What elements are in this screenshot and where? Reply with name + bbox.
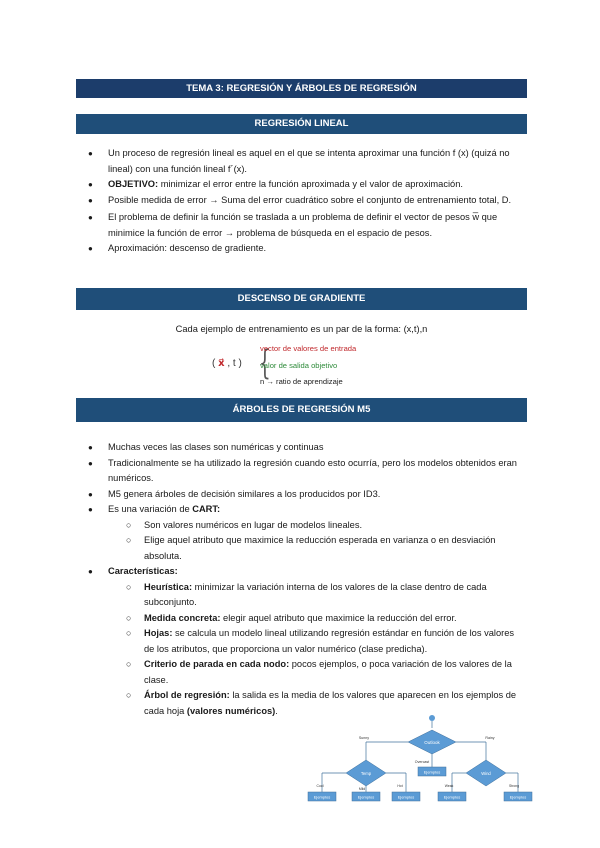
sub-list-item <box>108 657 522 688</box>
tree-edge-label: Hot <box>397 784 403 788</box>
list-item <box>82 241 522 257</box>
feature-label: Heurística: <box>144 581 193 592</box>
tree-leaf-label: Ejemplos <box>509 794 527 800</box>
tree-node-label: Wind <box>481 771 491 776</box>
list-item <box>82 440 522 456</box>
feature-tail: . <box>275 705 278 716</box>
list-item-text: Aproximación: descenso de gradiente. <box>108 243 267 253</box>
list-item <box>82 210 522 241</box>
formula-option-learning-rate: n → ratio de aprendizaje <box>260 377 343 386</box>
section-heading-regresion-lineal <box>76 114 527 134</box>
tree-edge-label: Strong <box>509 784 519 788</box>
tree-edge-label: Weak <box>444 784 454 788</box>
feature-label: Hojas: <box>144 628 173 638</box>
cart-sublist <box>108 518 522 565</box>
tree-root-label: Outlook <box>424 740 440 745</box>
feature-text: minimizar la variación interna de los valores de la clase dentro de cada subconjunto. <box>144 581 487 607</box>
feature-text: pocos ejemplos, o poca variación de los valores de la clase. <box>144 659 512 685</box>
feature-text: se calcula un modelo lineal utilizando regresión estándar en función de los valores de los atributos, que proporciona un valor numérico (clase predicha). <box>144 628 515 654</box>
section-heading-text: DESCENSO DE GRADIENTE <box>237 293 366 304</box>
list-item <box>82 193 522 209</box>
formula-open: ( <box>212 358 219 369</box>
tree-start-node <box>429 715 435 721</box>
feature-label-2: (valores numéricos) <box>186 705 276 716</box>
document-title-text: TEMA 3: REGRESIÓN Y ÁRBOLES DE REGRESIÓN <box>186 83 417 94</box>
feature-label: Árbol de regresión: <box>144 690 230 700</box>
list-item-text: El problema de definir la función se traslada a un problema de definir el vector de pesos w̅ que minimice la función de error → problema de búsqueda en el espacio de pesos. <box>108 212 498 238</box>
formula-vector-x: x⃗ <box>218 358 225 369</box>
list-item <box>82 177 522 193</box>
sub-list-item <box>108 626 522 657</box>
section-heading-descenso-gradiente <box>76 288 527 310</box>
feature-text: elegir aquel atributo que maximice la reducción del error. <box>220 612 457 623</box>
brace-icon: { <box>258 343 271 383</box>
formula-tuple <box>212 358 242 369</box>
tree-edge-label: Mild <box>358 787 366 791</box>
list-item-bold: OBJETIVO: <box>108 179 159 189</box>
feature-label: Criterio de parada en cada nodo: <box>144 659 290 669</box>
tree-node-label: Temp <box>360 771 372 776</box>
tree-edge-label: Overcast <box>414 760 430 764</box>
list-item-text: Posible medida de error → Suma del error cuadrático sobre el conjunto de entrenamiento total, D. <box>108 194 512 205</box>
tree-leaf-label: Ejemplos <box>313 794 331 800</box>
formula-option-input-vector: vector de valores de entrada <box>260 344 357 353</box>
tree-leaf-label: Ejemplos <box>423 769 441 775</box>
list-item-bold: Características: <box>108 566 178 576</box>
sub-list-item <box>108 580 522 611</box>
feature-label: Medida concreta: <box>144 612 221 623</box>
sub-list-item-text: Son valores numéricos en lugar de modelos lineales. <box>144 519 363 530</box>
training-example-intro: Cada ejemplo de entrenamiento es un par de la forma: (x,t),n <box>175 324 428 334</box>
tree-leaf-label: Ejemplos <box>397 794 415 800</box>
tree-edge-label: Cool <box>316 784 324 788</box>
list-item-bold: CART: <box>192 504 221 514</box>
section-heading-text: ÁRBOLES DE REGRESIÓN M5 <box>232 404 371 415</box>
list-item-text: Tradicionalmente se ha utilizado la regresión cuando esto ocurría, pero los modelos obtenidos eran numéricos. <box>108 457 517 483</box>
features-sublist <box>108 580 522 720</box>
section-heading-arboles-m5 <box>76 398 527 422</box>
list-item-text: Muchas veces las clases son numéricas y continuas <box>108 442 324 452</box>
document-title <box>76 79 527 98</box>
training-pair-formula <box>212 344 392 392</box>
tree-leaf-label: Ejemplos <box>443 794 461 800</box>
list-item-features <box>82 564 522 719</box>
list-item-text: Es una variación de <box>108 504 193 514</box>
feature-text: la salida es la media de los valores que aparecen en los ejemplos de cada hoja <box>144 690 517 716</box>
tree-leaf-label: Ejemplos <box>357 794 375 800</box>
formula-rest: , t ) <box>224 358 242 369</box>
section-heading-text: REGRESIÓN LINEAL <box>254 118 349 129</box>
tree-edge-label: Rainy <box>485 736 495 740</box>
list-item-text: Un proceso de regresión lineal es aquel en el que se intenta aproximar una función f (x) (quizá no lineal) con una función lineal f´(x). <box>108 148 510 174</box>
list-item <box>82 456 522 487</box>
tree-edge-label: Sunny <box>358 736 370 740</box>
list-item-text: M5 genera árboles de decisión similares a los producidos por ID3. <box>108 488 381 499</box>
regression-tree-diagram <box>304 712 540 812</box>
sub-list-item-text: Elige aquel atributo que maximice la reducción esperada en varianza o en desviación absoluta. <box>144 535 496 561</box>
m5-list <box>82 440 522 719</box>
list-item-text: minimizar el error entre la función aproximada y el valor de aproximación. <box>158 179 463 189</box>
list-item-cart <box>82 502 522 564</box>
list-item <box>82 146 522 177</box>
sub-list-item <box>108 611 522 627</box>
sub-list-item <box>108 533 522 564</box>
formula-option-target: valor de salida objetivo <box>260 361 338 370</box>
linear-regression-list <box>82 146 522 257</box>
list-item <box>82 487 522 503</box>
sub-list-item <box>108 518 522 534</box>
